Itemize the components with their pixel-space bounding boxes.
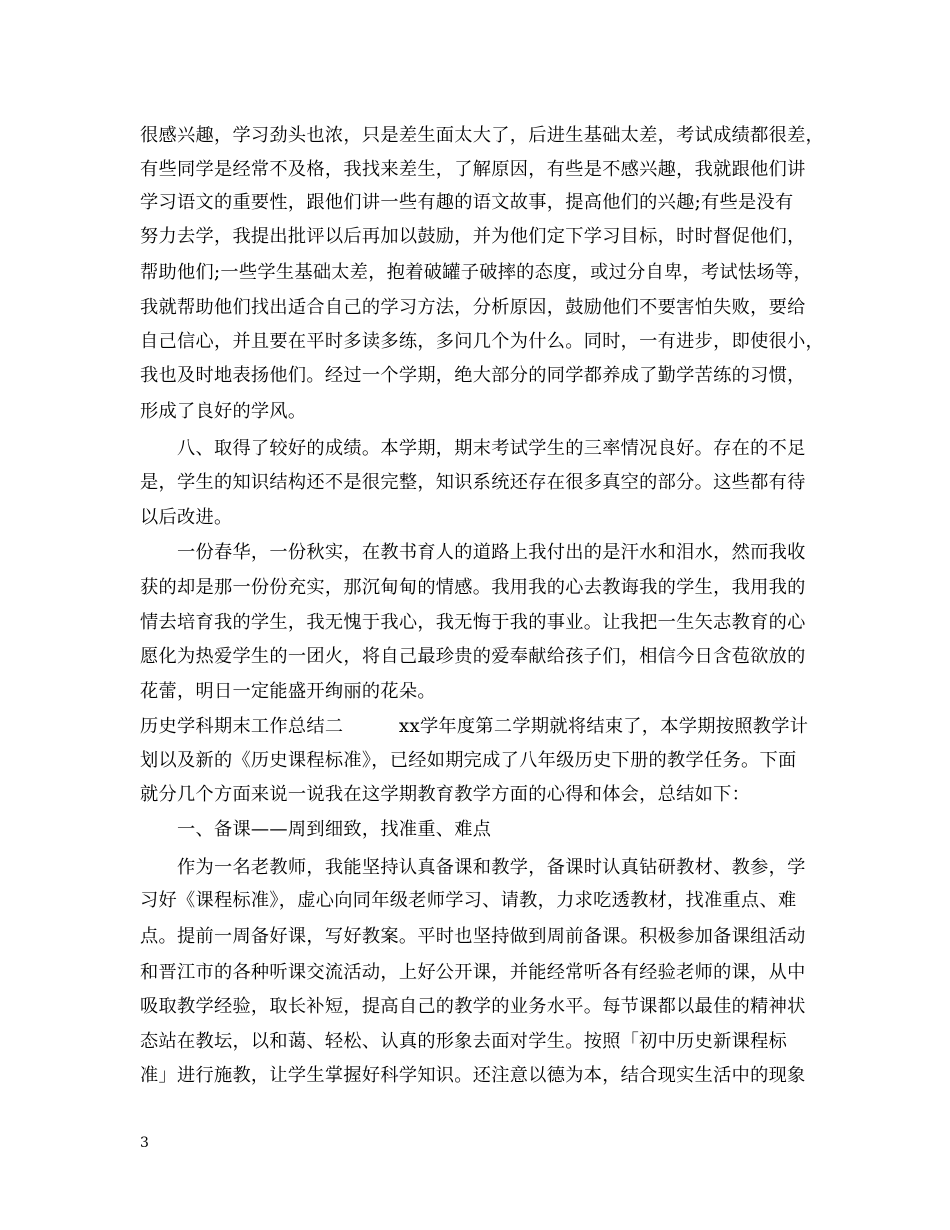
text-line: 以后改进。 [140,507,233,528]
text-line: 很感兴趣，学习劲头也浓，只是差生面太大了，后进生基础太差，考试成绩都很差， [140,125,825,146]
text-line: 自己信心，并且要在平时多读多练，多问几个为什么。同时，一有进步，即使很小， [140,331,825,352]
text-line: 划以及新的《历史课程标准》，已经如期完成了八年级历史下册的教学任务。下面 [140,750,797,771]
text-line: 情去培育我的学生，我无愧于我心，我无悔于我的事业。让我把一生矢志教育的心 [140,612,806,633]
text-line: 愿化为热爱学生的一团火，将自己最珍贵的爱奉献给孩子们，相信今日含苞欲放的 [140,646,806,667]
text-line: 吸取教学经验，取长补短，提高自己的教学的业务水平。每节课都以最佳的精神状 [140,996,806,1017]
text-line: 我也及时地表扬他们。经过一个学期，绝大部分的同学都养成了勤学苦练的习惯， [140,365,806,386]
text-line: 一、备课——周到细致，找准重、难点 [140,819,492,840]
text-line: 准」进行施教，让学生掌握好科学知识。还注意以德为本，结合现实生活中的现象 [140,1065,806,1086]
text-line: 作为一名老教师，我能坚持认真备课和教学，备课时认真钻研教材、教参，学 [140,857,806,878]
text-line: 点。提前一周备好课，写好教案。平时也坚持做到周前备课。积极参加备课组活动 [140,926,806,947]
text-line: 学习语文的重要性，跟他们讲一些有趣的语文故事，提高他们的兴趣;有些是没有 [140,192,794,213]
text-line: 习好《课程标准》，虚心向同年级老师学习、请教，力求吃透教材，找准重点、难 [140,890,797,911]
text-line: 八、取得了较好的成绩。本学期，期末考试学生的三率情况良好。存在的不足 [140,438,806,459]
text-line: 帮助他们;一些学生基础太差，抱着破罐子破摔的态度，或过分自卑，考试怯场等， [140,262,812,283]
page-number: 3 [140,1135,149,1151]
text-line: 花蕾，明日一定能盛开绚丽的花朵。 [140,681,436,702]
text-line: 就分几个方面来说一说我在这学期教育教学方面的心得和体会，总结如下： [140,784,751,805]
text-line: 我就帮助他们找出适合自己的学习方法，分析原因，鼓励他们不要害怕失败，要给 [140,297,806,318]
text-line: 态站在教坛，以和蔼、轻松、认真的形象去面对学生。按照「初中历史新课程标 [140,1031,788,1052]
text-line: 一份春华，一份秋实，在教书育人的道路上我付出的是汗水和泪水，然而我收 [140,542,806,563]
text-line: 形成了良好的学风。 [140,401,307,422]
text-line: 努力去学，我提出批评以后再加以鼓励，并为他们定下学习目标，时时督促他们， [140,226,806,247]
text-line: 和晋江市的各种听课交流活动，上好公开课，并能经常听各有经验老师的课，从中 [140,962,806,983]
text-line: 历史学科期末工作总结二 xx学年度第二学期就将结束了，本学期按照教学计 [140,716,809,737]
text-line: 有些同学是经常不及格，我找来差生，了解原因，有些是不感兴趣，我就跟他们讲 [140,159,806,180]
text-line: 获的却是那一份份充实，那沉甸甸的情感。我用我的心去教诲我的学生，我用我的 [140,577,806,598]
text-line: 是，学生的知识结构还不是很完整，知识系统还存在很多真空的部分。这些都有待 [140,472,806,493]
